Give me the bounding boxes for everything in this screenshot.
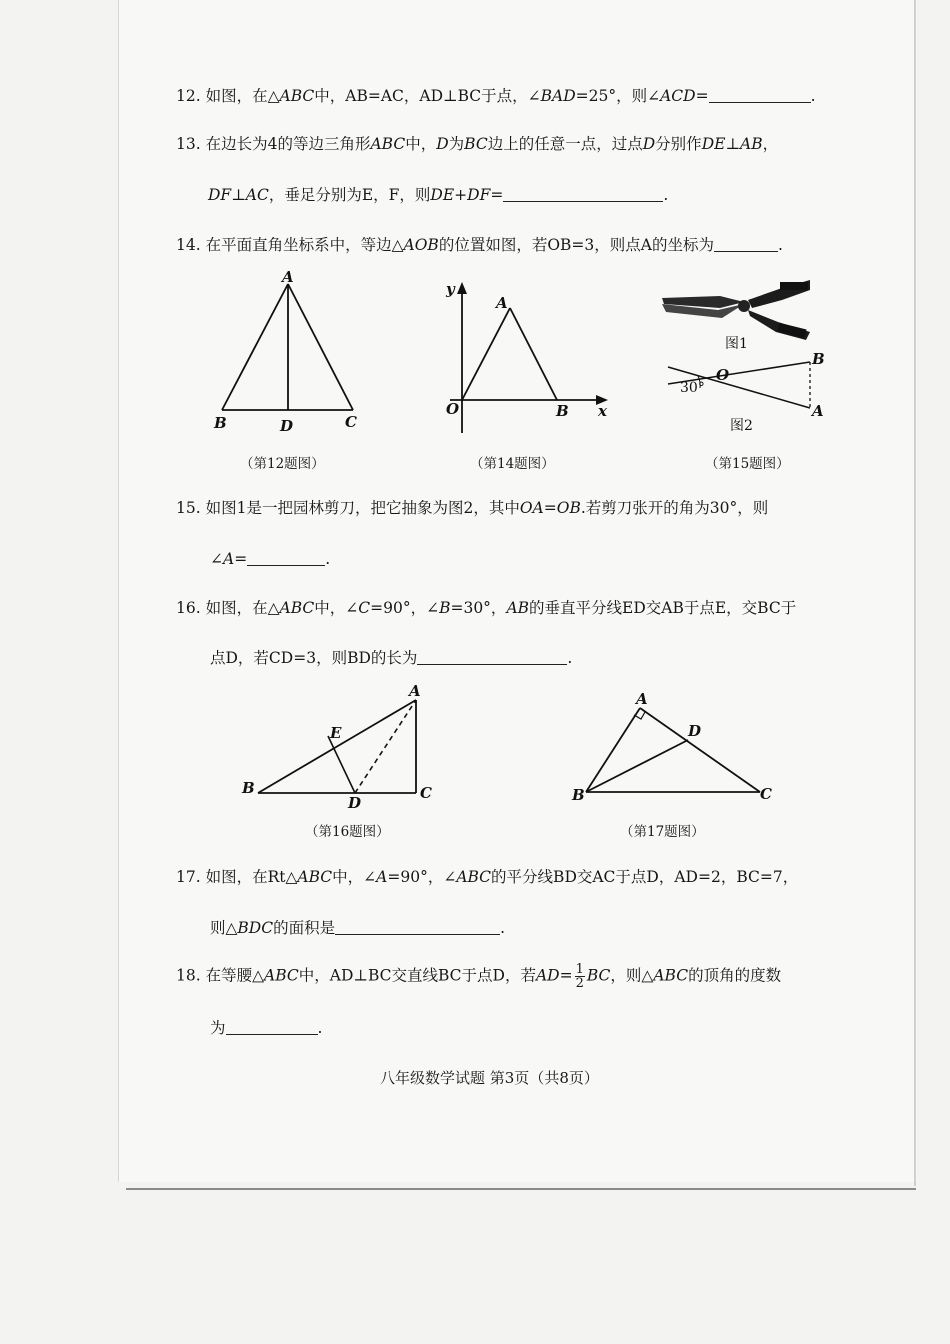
label-c: C [345, 413, 357, 431]
question-16: 16. 如图，在△ABC中，∠C=90°，∠B=30°，AB的垂直平分线ED交AB于点E，交BC于 [176, 599, 797, 617]
label-a: A [812, 402, 824, 420]
label-a: A [409, 682, 421, 700]
question-number: 12. [176, 87, 201, 105]
label-d: D [688, 722, 702, 740]
label-a: A [282, 268, 294, 286]
figure-12 [205, 268, 365, 440]
exam-paper [118, 0, 917, 1182]
y-axis-arrow-icon [457, 282, 467, 294]
paper-edge [914, 0, 916, 1186]
page-footer: 八年级数学试题 第3页（共8页） [380, 1069, 599, 1087]
question-13-line-2: DF⊥AC，垂足分别为E，F，则DE+DF= . [208, 186, 669, 204]
figure-16 [238, 680, 443, 812]
question-number: 14. [176, 236, 201, 254]
label-b: B [812, 350, 825, 368]
label-c: C [760, 785, 772, 803]
answer-blank[interactable] [714, 235, 778, 252]
answer-blank[interactable] [417, 648, 567, 665]
label-b: B [572, 786, 585, 804]
label-y: y [446, 280, 455, 298]
question-13: 13. 在边长为4的等边三角形ABC中，D为BC边上的任意一点，过点D分别作DE⊥AB， [176, 135, 779, 153]
question-number: 15. [176, 499, 201, 517]
figure-14 [440, 278, 615, 438]
question-17: 17. 如图，在Rt△ABC中，∠A=90°，∠ABC的平分线BD交AC于点D，AD=2，BC=7， [176, 868, 799, 886]
answer-blank[interactable] [709, 86, 811, 103]
label-fig2: 图2 [730, 418, 753, 434]
question-12: 12. 如图，在△ABC中，AB=AC，AD⊥BC于点，∠BAD=25°，则∠ACD= . [176, 87, 816, 105]
right-angle-mark [634, 712, 645, 719]
label-e: E [330, 724, 342, 742]
question-16-line-2: 点D，若CD=3，则BD的长为 . [210, 649, 573, 667]
label-b: B [242, 779, 255, 797]
caption-fig-16: （第16题图） [305, 824, 390, 840]
label-a: A [496, 294, 508, 312]
label-fig1: 图1 [725, 336, 748, 352]
label-d: D [348, 794, 362, 812]
question-18: 18. 在等腰△ABC中，AD⊥BC交直线BC于点D，若AD= $\frac{1}{2}$ BC，则△ABC的顶角的度数 [176, 962, 782, 991]
caption-fig-14: （第14题图） [470, 456, 555, 472]
label-d: D [280, 417, 294, 435]
fraction: $\frac{1}{2}$ [575, 962, 584, 991]
label-x: x [598, 402, 607, 420]
question-number: 18. [176, 966, 201, 985]
question-18-line-2: 为 . [210, 1019, 323, 1037]
garden-shears-icon [662, 280, 810, 340]
label-a: A [636, 690, 648, 708]
caption-fig-12: （第12题图） [240, 456, 325, 472]
question-15: 15. 如图1是一把园林剪刀，把它抽象为图2，其中OA=OB.若剪刀张开的角为30°，则 [176, 499, 769, 517]
question-15-line-2: ∠A= . [210, 550, 331, 568]
caption-fig-17: （第17题图） [620, 824, 705, 840]
paper-bottom-edge [126, 1188, 916, 1190]
label-o: O [446, 400, 460, 418]
answer-blank[interactable] [226, 1018, 318, 1035]
label-b: B [556, 402, 569, 420]
question-number: 17. [176, 868, 201, 886]
label-c: C [420, 784, 432, 802]
caption-fig-15: （第15题图） [705, 456, 790, 472]
answer-blank[interactable] [247, 549, 325, 566]
figure-15 [660, 272, 835, 437]
figure-17 [568, 688, 780, 808]
question-number: 13. [176, 135, 201, 153]
question-number: 16. [176, 599, 201, 617]
answer-blank[interactable] [335, 918, 500, 935]
label-o: O [716, 366, 730, 384]
label-b: B [214, 414, 227, 432]
question-17-line-2: 则△BDC的面积是 . [210, 919, 506, 937]
angle-label: 30° [680, 380, 705, 396]
question-14: 14. 在平面直角坐标系中，等边△AOB的位置如图，若OB=3，则点A的坐标为 . [176, 236, 783, 254]
answer-blank[interactable] [503, 185, 663, 202]
